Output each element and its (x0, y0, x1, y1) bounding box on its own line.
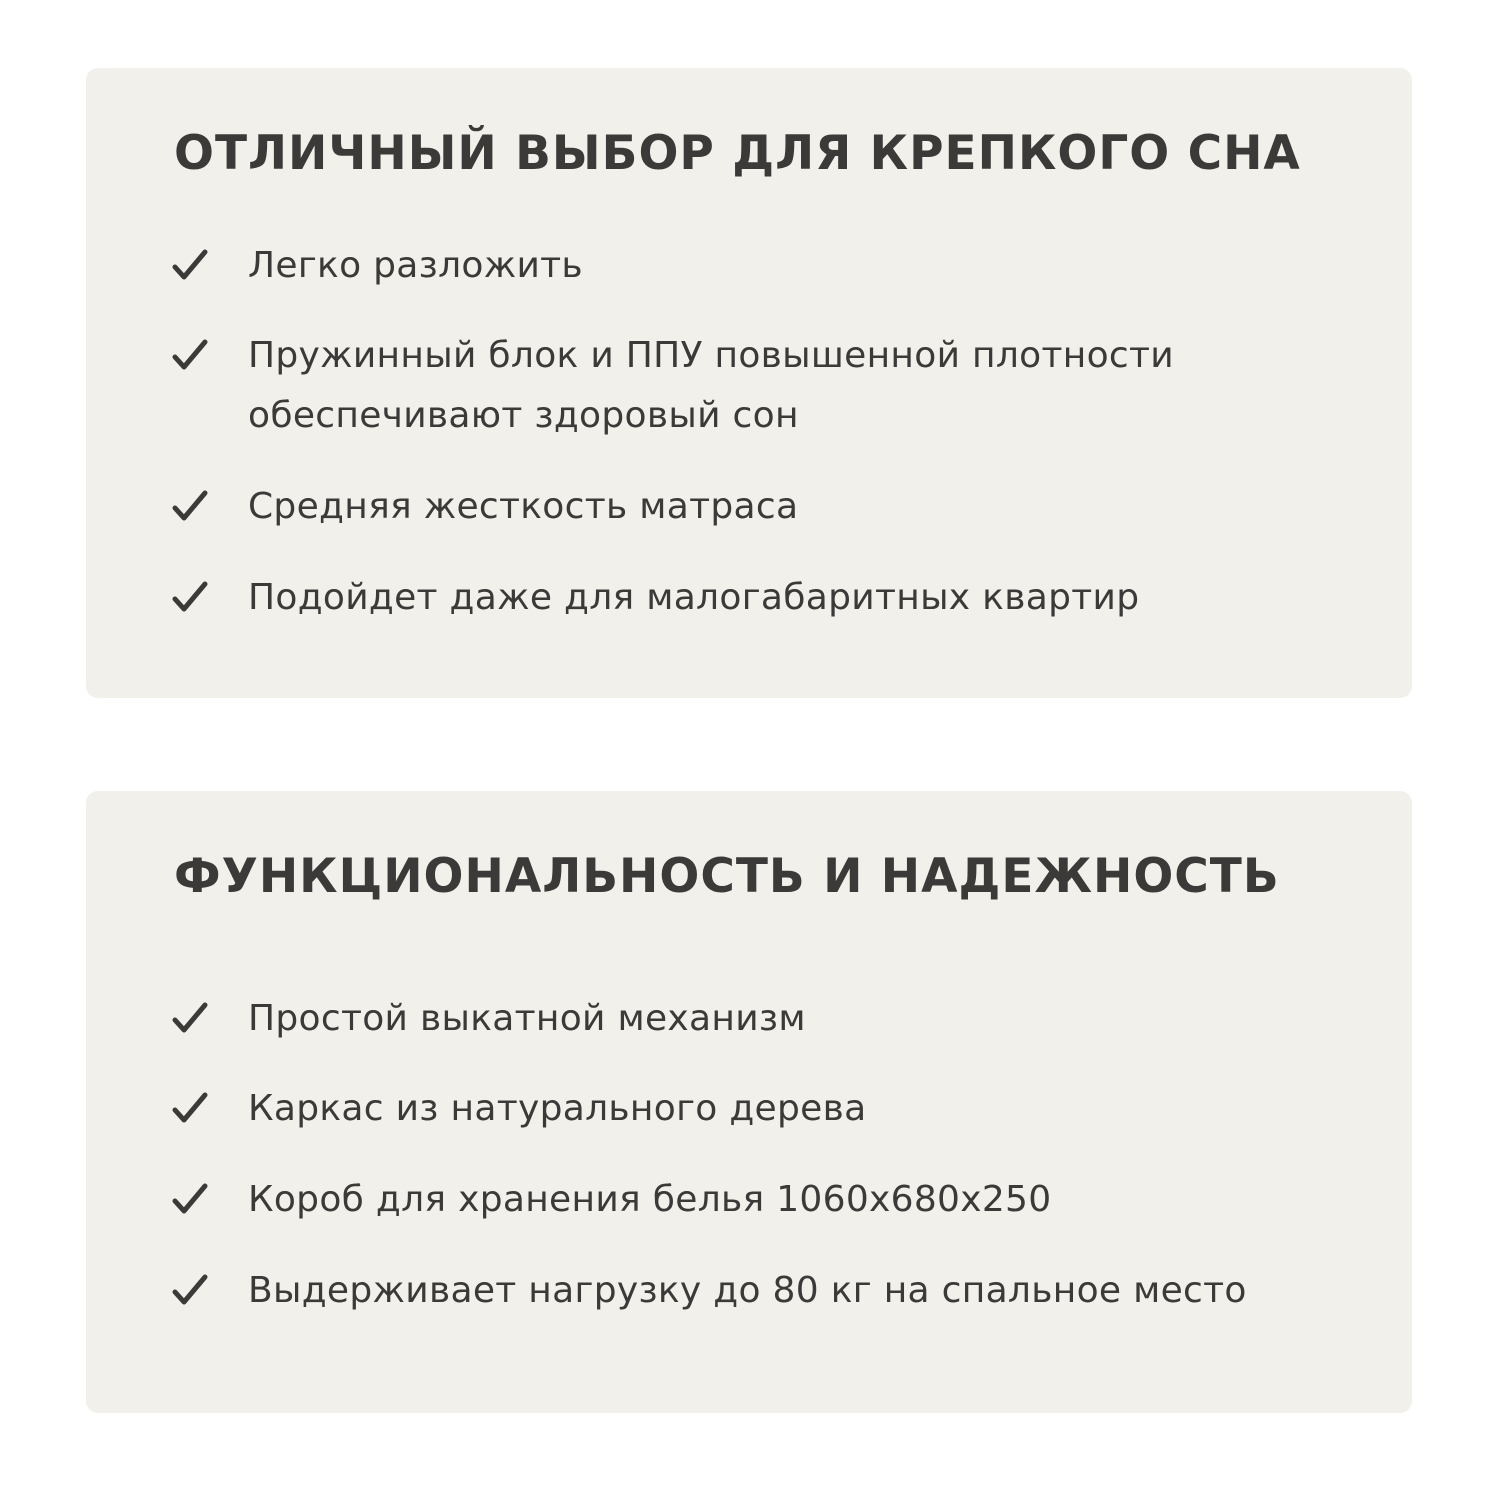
list-item-text: Легко разложить (248, 245, 583, 286)
checkmark-icon (172, 1091, 208, 1125)
list-item-text: Подойдет даже для малогабаритных квартир (248, 577, 1140, 618)
list-item-text: Выдерживает нагрузку до 80 кг на спальное место (248, 1270, 1247, 1311)
list-item-text: Пружинный блок и ППУ повышенной плотности обеспечивают здоровый сон (248, 335, 1174, 436)
checkmark-icon (172, 1001, 208, 1035)
checkmark-icon (172, 489, 208, 523)
section-title: ОТЛИЧНЫЙ ВЫБОР ДЛЯ КРЕПКОГО СНА (174, 126, 1301, 181)
feature-card-sleep (86, 68, 1412, 698)
list-item-text: Простой выкатной механизм (248, 998, 806, 1039)
list-item-text: Короб для хранения белья 1060x680x250 (248, 1179, 1052, 1220)
checkmark-icon (172, 1273, 208, 1307)
checkmark-icon (172, 1182, 208, 1216)
section-title: ФУНКЦИОНАЛЬНОСТЬ И НАДЕЖНОСТЬ (174, 849, 1280, 904)
checkmark-icon (172, 338, 208, 372)
checkmark-icon (172, 248, 208, 282)
list-item-text: Каркас из натурального дерева (248, 1088, 867, 1129)
list-item-text: Средняя жесткость матраса (248, 486, 799, 527)
checkmark-icon (172, 580, 208, 614)
feature-card-reliability (86, 791, 1412, 1413)
